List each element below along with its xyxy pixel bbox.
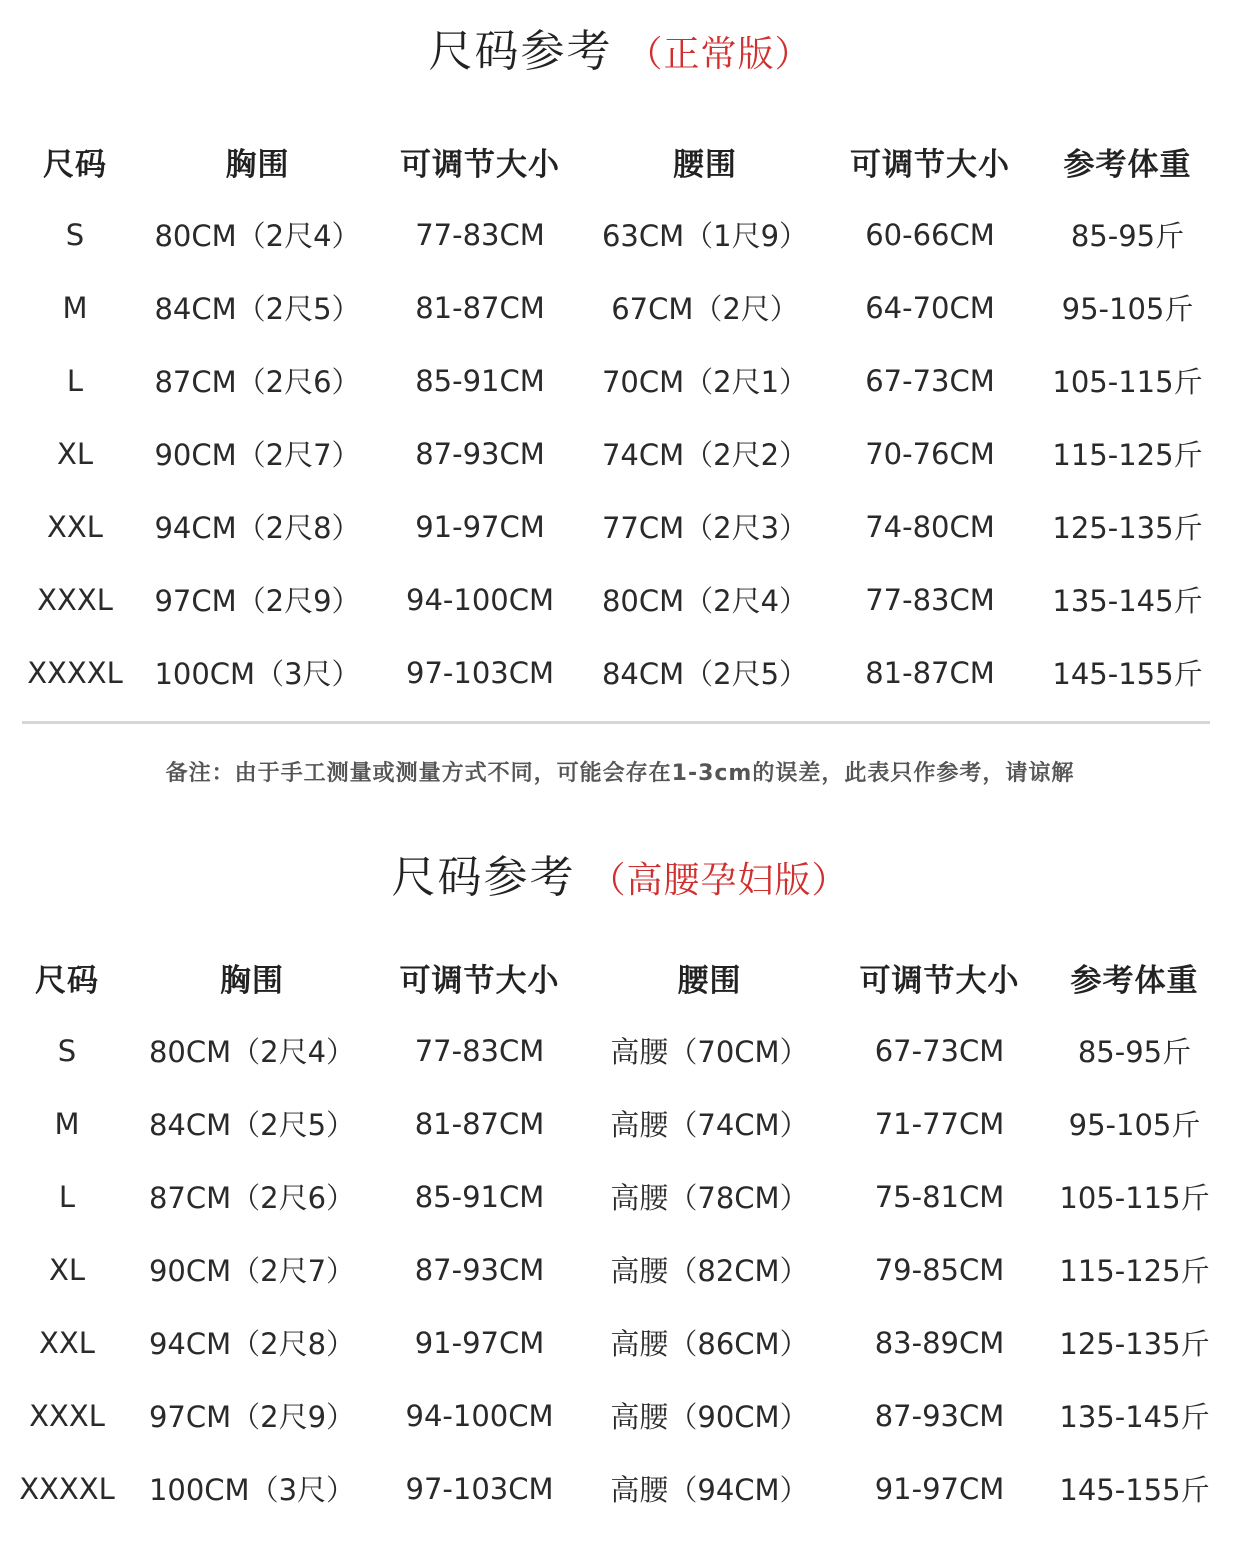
table-header-row: [20, 124, 1230, 198]
cell-bust-adjustable: 87-93CM: [414, 1252, 545, 1287]
cell-waist: 高腰（94CM）: [610, 1473, 809, 1507]
size-chart-title-normal: [0, 24, 1240, 83]
cell-waist-adjustable: 91-97CM: [874, 1471, 1005, 1506]
table-row: [20, 490, 1230, 563]
cell-waist-adjustable: 77-83CM: [865, 582, 995, 617]
cell-waist: 高腰（70CM）: [610, 1035, 809, 1069]
cell-bust: 80CM（2尺4）: [148, 1035, 356, 1069]
table-row: [20, 344, 1230, 417]
cell-bust-adjustable: 97-103CM: [405, 1471, 554, 1506]
title-text: 尺码参考: [391, 852, 576, 903]
size-chart-title-maternity: [0, 850, 1240, 909]
cell-waist-adjustable: 87-93CM: [874, 1398, 1005, 1433]
cell-size: XXL: [39, 1325, 95, 1360]
cell-waist: 67CM（2尺）: [611, 292, 799, 326]
header-size: 尺码: [35, 962, 99, 999]
cell-bust: 90CM（2尺7）: [148, 1254, 356, 1288]
cell-weight: 85-95斤: [1077, 1035, 1192, 1069]
cell-waist: 84CM（2尺5）: [601, 657, 809, 691]
cell-size: XXXXL: [27, 655, 123, 690]
cell-size: XL: [48, 1252, 86, 1287]
cell-waist: 高腰（82CM）: [610, 1254, 809, 1288]
cell-waist-adjustable: 60-66CM: [865, 217, 995, 252]
cell-weight: 135-145斤: [1059, 1400, 1210, 1434]
title-variant: （正常版）: [626, 34, 812, 75]
header-weight: 参考体重: [1063, 146, 1192, 183]
cell-waist-adjustable: 67-73CM: [874, 1033, 1005, 1068]
measurement-note: 备注：由于手工测量或测量方式不同，可能会存在1-3cm的误差，此表只作参考，请谅解: [165, 761, 1075, 786]
section-divider: [22, 721, 1210, 724]
cell-weight: 125-135斤: [1052, 511, 1203, 545]
cell-weight: 145-155斤: [1052, 657, 1203, 691]
header-bust-adjustable: 可调节大小: [400, 146, 560, 183]
cell-weight: 105-115斤: [1059, 1181, 1210, 1215]
table-row: [12, 1087, 1232, 1160]
table-row: [12, 1160, 1232, 1233]
cell-waist-adjustable: 64-70CM: [865, 290, 995, 325]
cell-bust-adjustable: 94-100CM: [405, 1398, 554, 1433]
cell-bust: 94CM（2尺8）: [148, 1327, 356, 1361]
cell-waist-adjustable: 83-89CM: [874, 1325, 1005, 1360]
cell-bust: 100CM（3尺）: [148, 1473, 356, 1507]
cell-waist-adjustable: 74-80CM: [865, 509, 995, 544]
cell-weight: 105-115斤: [1052, 365, 1203, 399]
table-row: [12, 1306, 1232, 1379]
table-row: [20, 563, 1230, 636]
cell-bust: 87CM（2尺6）: [148, 1181, 356, 1215]
cell-bust-adjustable: 77-83CM: [415, 217, 545, 252]
cell-bust-adjustable: 81-87CM: [414, 1106, 545, 1141]
header-bust: 胸围: [225, 146, 290, 183]
cell-bust-adjustable: 77-83CM: [414, 1033, 545, 1068]
cell-size: M: [62, 290, 88, 325]
size-table-maternity: [12, 940, 1232, 1525]
cell-bust: 94CM（2尺8）: [154, 511, 361, 545]
table-row: [20, 271, 1230, 344]
cell-bust: 84CM（2尺5）: [148, 1108, 356, 1142]
cell-weight: 95-105斤: [1061, 292, 1194, 326]
cell-size: XXXL: [29, 1398, 105, 1433]
cell-waist: 77CM（2尺3）: [601, 511, 809, 545]
table-row: [12, 1452, 1232, 1525]
header-size: 尺码: [43, 146, 107, 183]
cell-waist-adjustable: 75-81CM: [874, 1179, 1005, 1214]
cell-waist-adjustable: 70-76CM: [865, 436, 995, 471]
cell-bust-adjustable: 91-97CM: [415, 509, 545, 544]
cell-bust-adjustable: 85-91CM: [415, 363, 545, 398]
cell-waist: 高腰（86CM）: [610, 1327, 809, 1361]
cell-waist-adjustable: 71-77CM: [874, 1106, 1005, 1141]
header-bust-adjustable: 可调节大小: [399, 962, 560, 999]
table-row: [20, 636, 1230, 709]
cell-bust-adjustable: 97-103CM: [406, 655, 554, 690]
cell-waist-adjustable: 79-85CM: [874, 1252, 1005, 1287]
cell-bust-adjustable: 87-93CM: [415, 436, 545, 471]
cell-bust: 97CM（2尺9）: [148, 1400, 356, 1434]
cell-waist: 80CM（2尺4）: [601, 584, 809, 618]
cell-size: S: [57, 1033, 77, 1068]
title-variant: （高腰孕妇版）: [589, 860, 849, 901]
cell-weight: 85-95斤: [1070, 219, 1185, 253]
cell-bust: 97CM（2尺9）: [154, 584, 361, 618]
header-bust: 胸围: [220, 962, 284, 999]
table-row: [20, 417, 1230, 490]
cell-size: L: [58, 1179, 76, 1214]
cell-weight: 145-155斤: [1059, 1473, 1210, 1507]
cell-bust-adjustable: 91-97CM: [414, 1325, 545, 1360]
cell-waist-adjustable: 81-87CM: [865, 655, 995, 690]
cell-bust: 100CM（3尺）: [154, 657, 361, 691]
cell-waist: 74CM（2尺2）: [601, 438, 809, 472]
cell-weight: 115-125斤: [1059, 1254, 1210, 1288]
cell-size: XXXL: [37, 582, 113, 617]
cell-waist: 70CM（2尺1）: [601, 365, 809, 399]
table-row: [12, 1014, 1232, 1087]
cell-bust-adjustable: 85-91CM: [414, 1179, 545, 1214]
header-waist-adjustable: 可调节大小: [850, 146, 1010, 183]
cell-size: L: [66, 363, 84, 398]
cell-waist: 高腰（78CM）: [610, 1181, 809, 1215]
header-waist: 腰围: [677, 962, 742, 999]
table-row: [20, 198, 1230, 271]
cell-weight: 125-135斤: [1059, 1327, 1210, 1361]
cell-waist-adjustable: 67-73CM: [865, 363, 995, 398]
size-table-normal: [20, 124, 1230, 709]
header-weight: 参考体重: [1070, 962, 1199, 999]
cell-bust: 80CM（2尺4）: [154, 219, 361, 253]
header-waist: 腰围: [673, 146, 737, 183]
cell-size: XXL: [47, 509, 103, 544]
cell-bust-adjustable: 94-100CM: [406, 582, 554, 617]
cell-size: S: [65, 217, 85, 252]
cell-waist: 高腰（90CM）: [610, 1400, 809, 1434]
title-text: 尺码参考: [428, 26, 613, 77]
cell-bust: 84CM（2尺5）: [154, 292, 361, 326]
cell-waist: 高腰（74CM）: [610, 1108, 809, 1142]
cell-size: M: [54, 1106, 80, 1141]
table-row: [12, 1379, 1232, 1452]
cell-bust-adjustable: 81-87CM: [415, 290, 545, 325]
cell-bust: 90CM（2尺7）: [154, 438, 361, 472]
cell-weight: 95-105斤: [1068, 1108, 1201, 1142]
header-waist-adjustable: 可调节大小: [859, 962, 1020, 999]
cell-weight: 135-145斤: [1052, 584, 1203, 618]
table-header-row: [12, 940, 1232, 1014]
cell-size: XL: [56, 436, 94, 471]
cell-size: XXXXL: [19, 1471, 115, 1506]
cell-weight: 115-125斤: [1052, 438, 1203, 472]
table-row: [12, 1233, 1232, 1306]
cell-bust: 87CM（2尺6）: [154, 365, 361, 399]
cell-waist: 63CM（1尺9）: [601, 219, 809, 253]
